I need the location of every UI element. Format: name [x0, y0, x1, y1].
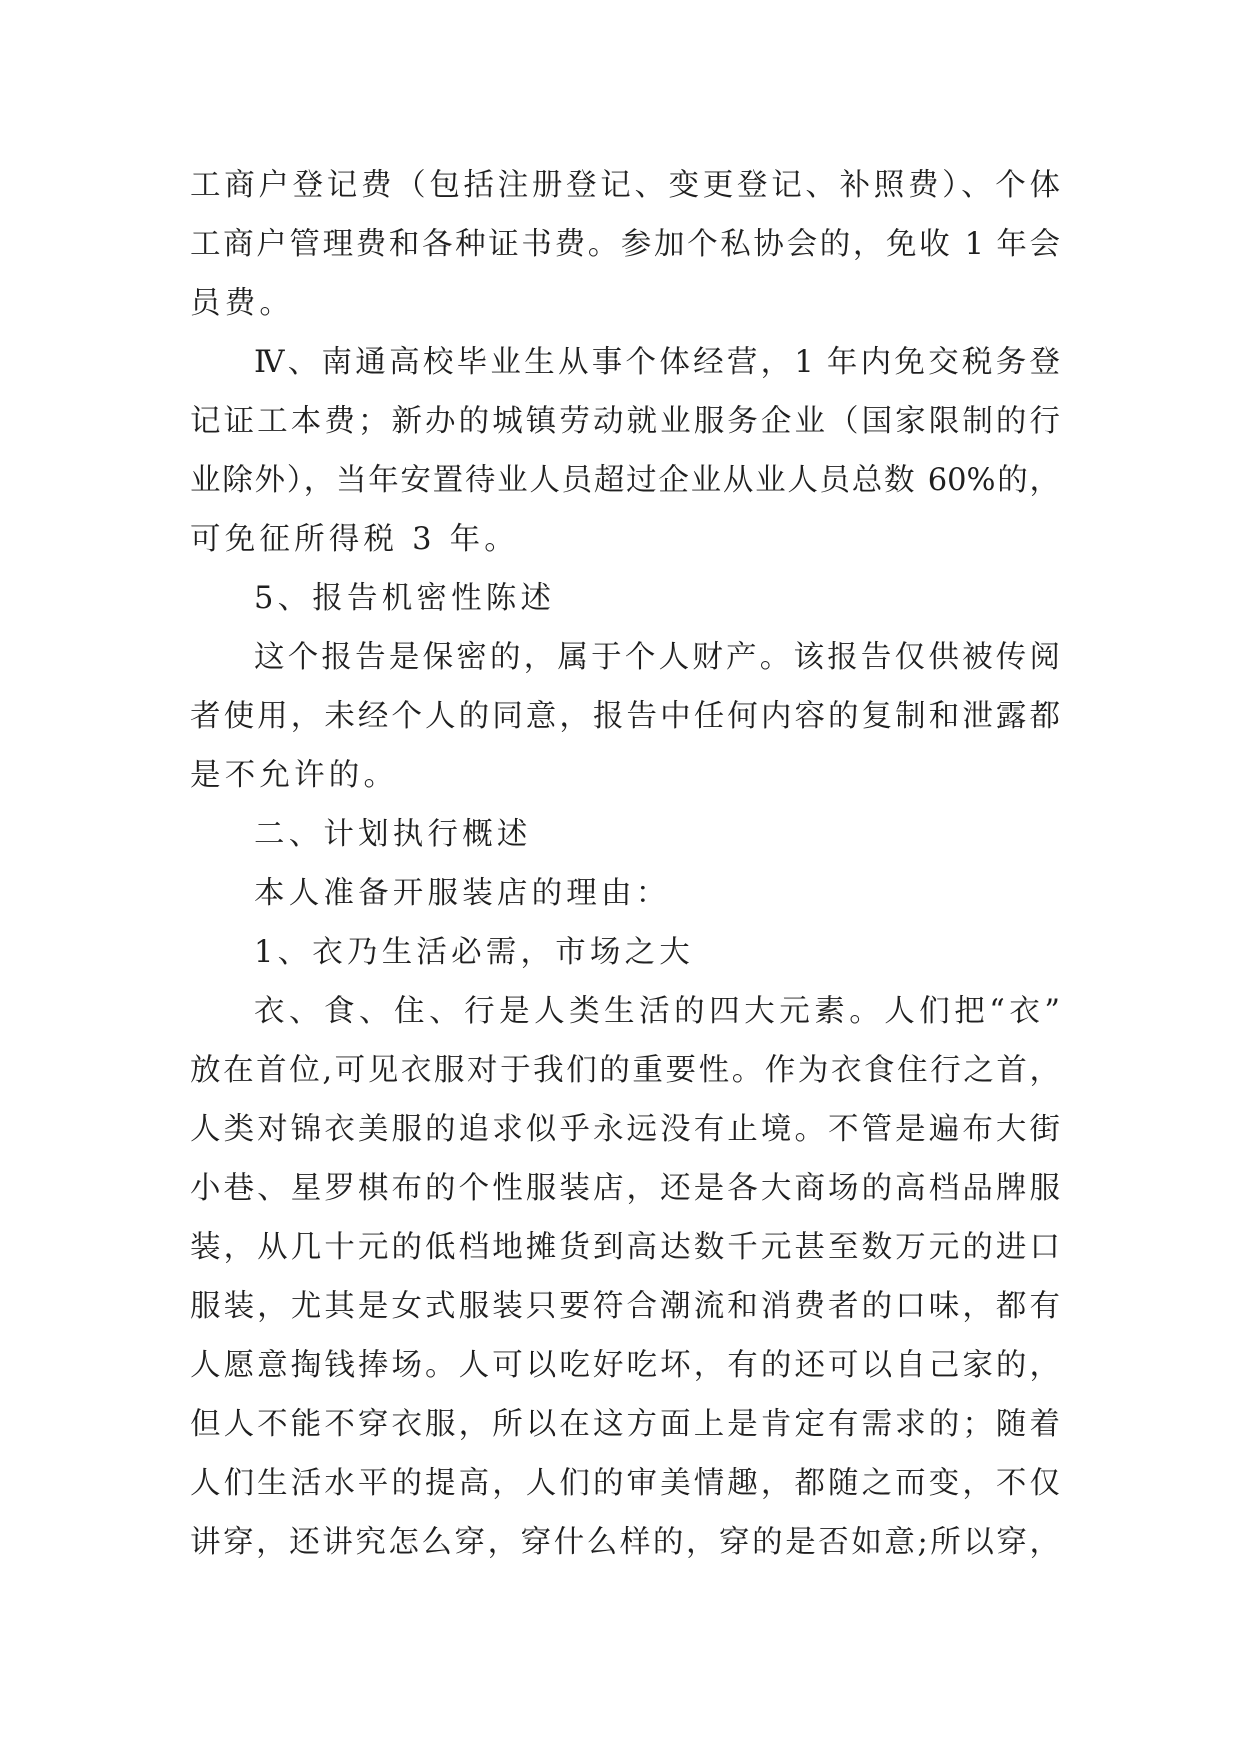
text-line: 小巷、星罗棋布的个性服装店，还是各大商场的高档品牌服: [190, 1171, 1060, 1206]
text-line: 员费。: [190, 286, 295, 321]
text-line: 放在首位,可见衣服对于我们的重要性。作为衣食住行之首，: [190, 1053, 1060, 1088]
document-body: [190, 156, 1060, 1572]
text-line: 业除外），当年安置待业人员超过企业从业人员总数 60%的，: [190, 463, 1060, 498]
text-line: 本人准备开服装店的理由：: [254, 876, 671, 911]
text-line: 工商户登记费（包括注册登记、变更登记、补照费）、个体: [190, 168, 1060, 203]
text-line: 但人不能不穿衣服，所以在这方面上是肯定有需求的；随着: [190, 1407, 1060, 1442]
text-line: 工商户管理费和各种证书费。参加个私协会的，免收 1 年会: [190, 227, 1060, 262]
text-line: 5、报告机密性陈述: [254, 581, 556, 616]
text-line: 者使用，未经个人的同意，报告中任何内容的复制和泄露都: [190, 699, 1060, 734]
text-line: Ⅳ、南通高校毕业生从事个体经营，1 年内免交税务登: [254, 345, 1060, 380]
text-line: 人们生活水平的提高，人们的审美情趣，都随之而变，不仅: [190, 1466, 1060, 1501]
text-line: 可免征所得税 3 年。: [190, 522, 519, 557]
text-line: 这个报告是保密的，属于个人财产。该报告仅供被传阅: [254, 640, 1060, 675]
text-line: 二、计划执行概述: [254, 817, 532, 852]
text-line: 人愿意掏钱捧场。人可以吃好吃坏，有的还可以自己家的，: [190, 1348, 1060, 1383]
text-line: 人类对锦衣美服的追求似乎永远没有止境。不管是遍布大街: [190, 1112, 1060, 1147]
text-line: 装，从几十元的低档地摊货到高达数千元甚至数万元的进口: [190, 1230, 1060, 1265]
text-line: 衣、食、住、行是人类生活的四大元素。人们把“衣”: [254, 994, 1060, 1029]
text-line: 1、衣乃生活必需，市场之大: [254, 935, 695, 970]
text-line: 讲穿，还讲究怎么穿，穿什么样的，穿的是否如意;所以穿，: [190, 1525, 1060, 1560]
text-line: 是不允许的。: [190, 758, 399, 793]
text-line: 记证工本费；新办的城镇劳动就业服务企业（国家限制的行: [190, 404, 1060, 439]
text-line: 服装，尤其是女式服装只要符合潮流和消费者的口味，都有: [190, 1289, 1060, 1324]
